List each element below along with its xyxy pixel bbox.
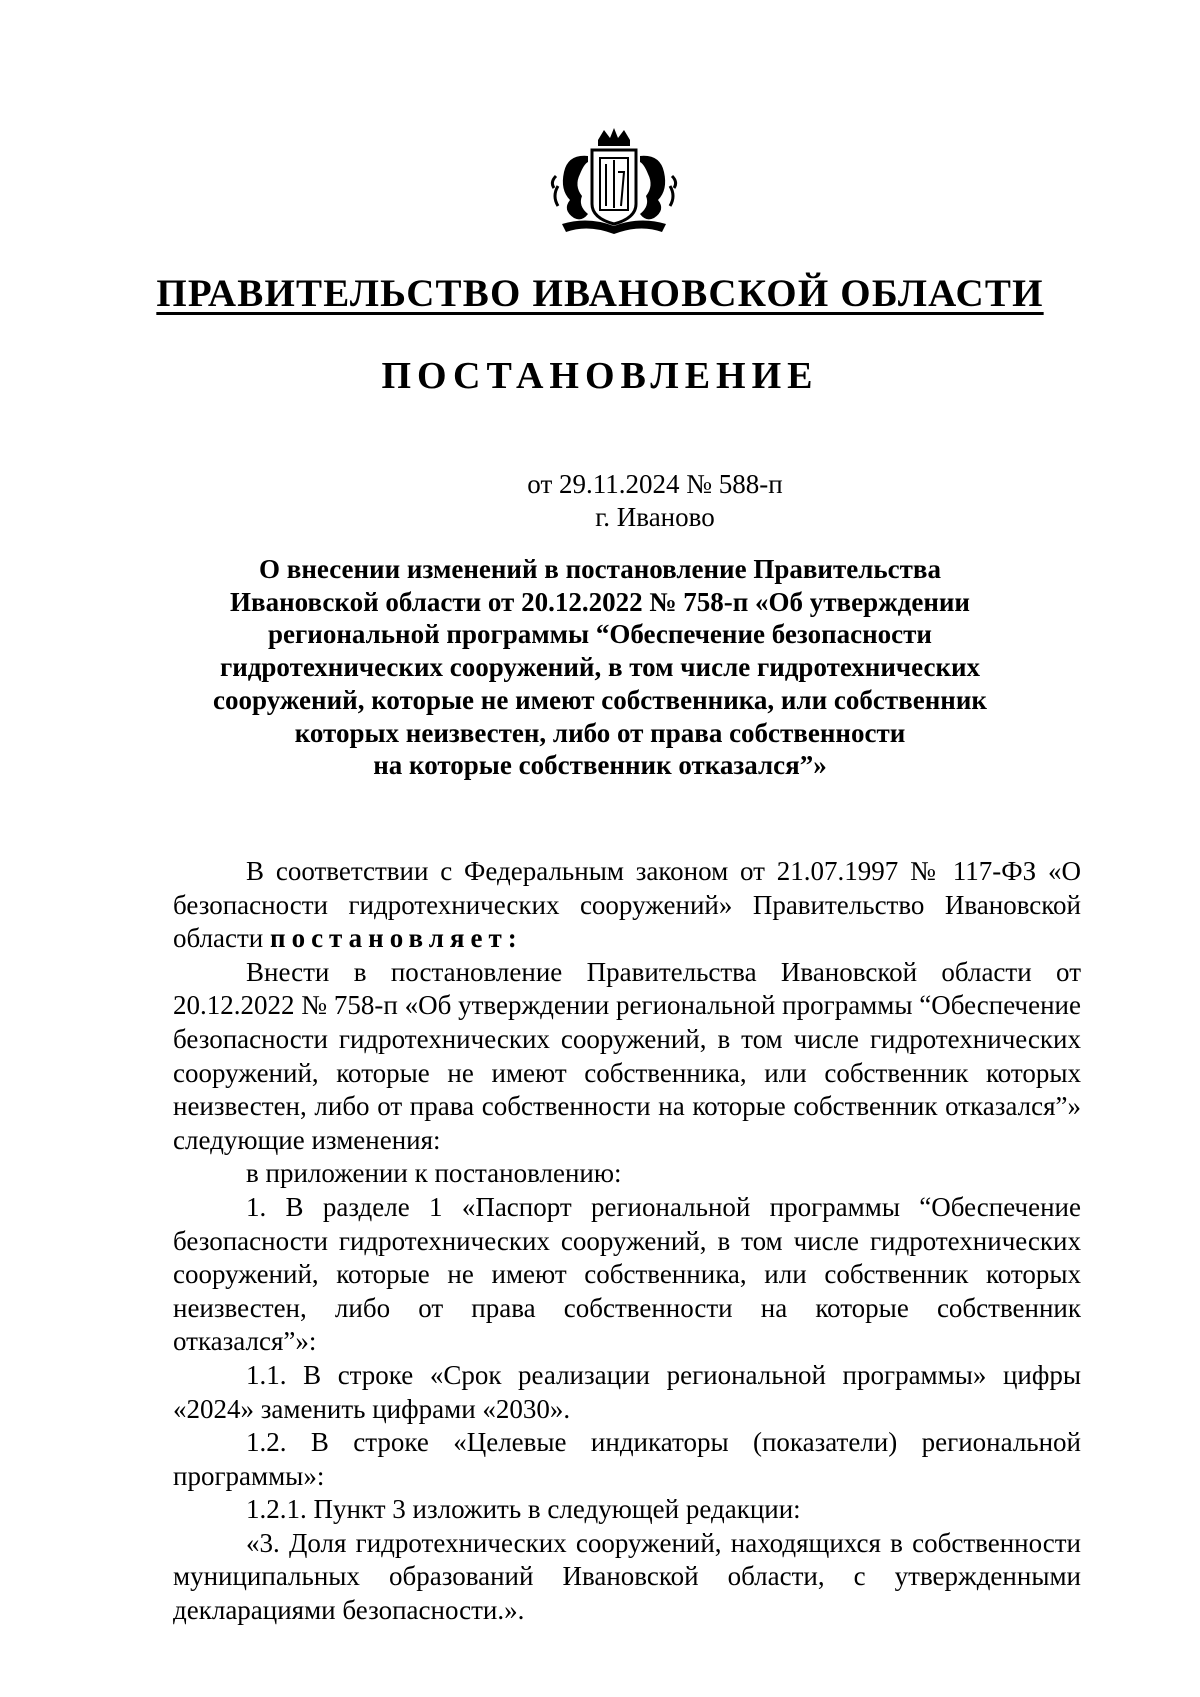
coat-of-arms-icon — [548, 126, 680, 236]
title-line: Ивановской области от 20.12.2022 № 758-п «Об утверждении — [230, 586, 970, 617]
decree-word: постановляет: — [270, 923, 523, 954]
title-line: О внесении изменений в постановление Правительства — [259, 554, 941, 584]
paragraph: 1. В разделе 1 «Паспорт региональной программы “Обеспечение безопасности гидротехнических сооружений, в том числе гидротехнических сооружений, которые не имеют собственника, или собственник которых неизвестен, либо от права собственности на которые собственник отказался”»: — [173, 1191, 1081, 1357]
paragraph: Внести в постановление Правительства Ивановской области от 20.12.2022 № 758-п «Об утверждении региональной программы “Обеспечение безопасности гидротехнических сооружений, в том числе гидротехнических сооружений, которые не имеют собственника, или собственник которых неизвестен, либо от права собственности на которые собственник отказался”» следующие изменения: — [173, 956, 1081, 1155]
title-line: региональной программы “Обеспечение безопасности — [268, 619, 932, 650]
document-meta — [0, 468, 1200, 534]
paragraph: 1.2. В строке «Целевые индикаторы (показатели) региональной программы»: — [173, 1427, 1081, 1491]
document-type: ПОСТАНОВЛЕНИЕ — [381, 355, 819, 397]
document-title — [170, 553, 1030, 782]
title-line: сооружений, которые не имеют собственника, или собственник — [213, 684, 987, 715]
paragraph: в приложении к постановлению: — [246, 1158, 622, 1189]
title-line: на которые собственник отказался”» — [373, 750, 827, 781]
paragraph: 1.2.1. Пункт 3 изложить в следующей редакции: — [246, 1494, 801, 1525]
paragraph: 1.1. В строке «Срок реализации региональной программы» цифры «2024» заменить цифрами «2030». — [173, 1359, 1081, 1424]
date-number: от 29.11.2024 № 588-п — [527, 469, 783, 499]
title-line: гидротехнических сооружений, в том числе гидротехнических — [219, 652, 981, 683]
title-line: которых неизвестен, либо от права собственности — [294, 717, 906, 748]
paragraph: В соответствии с Федеральным законом от 21.07.1997 № 117-ФЗ «О безопасности гидротехнических сооружений» Правительство Ивановской области постановляет: — [173, 856, 1081, 954]
document-body — [173, 855, 1081, 1628]
city: г. Иваново — [595, 502, 715, 532]
paragraph: «3. Доля гидротехнических сооружений, находящихся в собственности муниципальных образований Ивановской области, с утвержденными декларациями безопасности.». — [173, 1527, 1081, 1626]
government-name: ПРАВИТЕЛЬСТВО ИВАНОВСКОЙ ОБЛАСТИ — [156, 272, 1044, 315]
